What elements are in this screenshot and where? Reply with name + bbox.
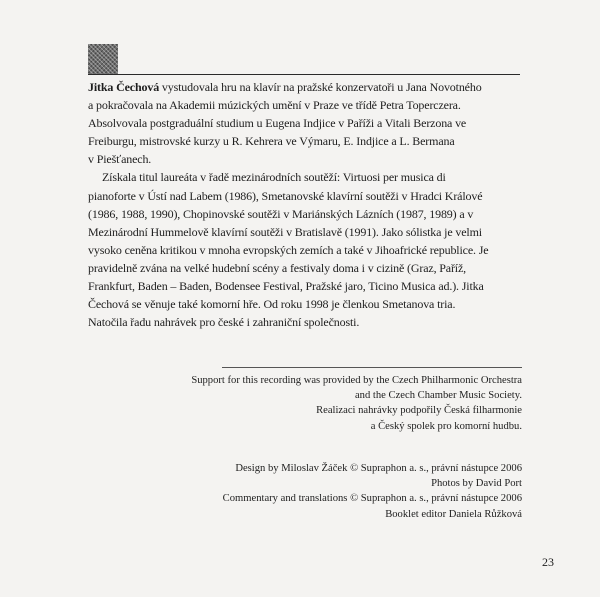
credit-line: Commentary and translations © Supraphon a. s., právní nástupce 2006 xyxy=(222,493,522,505)
biography-line: Frankfurt, Baden – Baden, Bodensee Festival, Pražské jaro, Ticino Musica ad.). Jitka xyxy=(88,279,484,294)
biography-line: Čechová se věnuje také komorní hře. Od roku 1998 je členkou Smetanova tria. xyxy=(88,297,456,312)
support-line: a Český spolek pro komorní hudbu. xyxy=(370,420,522,432)
biography-line: Mezinárodní Hummelově klavírní soutěži v Bratislavě (1991). Jako sólistka je velmi xyxy=(88,224,482,239)
biography-line: a pokračovala na Akademii múzických umění v Praze ve třídě Petra Toperczera. xyxy=(88,98,461,113)
biography-line: (1986, 1988, 1990), Chopinovské soutěži v Mariánských Lázních (1987, 1989) a v xyxy=(88,206,474,221)
credit-line: Booklet editor Daniela Růžková xyxy=(385,508,522,520)
biography-line: pravidelně zvána na velké hudební scény a festivaly doma i v cizině (Graz, Paříž, xyxy=(88,260,467,275)
biography-line: Získala titul laureáta v řadě mezinárodních soutěží: Virtuosi per musica di xyxy=(102,170,446,185)
biography-line: pianoforte v Ústí nad Labem (1986), Smetanovské klavírní soutěži v Hradci Králové xyxy=(88,188,483,203)
decorative-square-ornament xyxy=(88,44,118,74)
biography-line: Jitka Čechová vystudovala hru na klavír na pražské konzervatoři u Jana Novotného xyxy=(88,80,482,94)
credit-line: Photos by David Port xyxy=(431,478,522,490)
biography-line: vysoko ceněna kritikou v mnoha evropských zemích a také v Jihoafrické republice. Je xyxy=(88,242,489,257)
biography-paragraph-2 xyxy=(88,168,528,331)
support-line: Support for this recording was provided by the Czech Philharmonic Orchestra xyxy=(191,375,522,386)
biography-paragraph-1 xyxy=(88,78,528,168)
production-credits xyxy=(102,461,522,522)
biography-line: Absolvovala postgraduální studium u Eugena Indjice v Paříži a Vitali Berzona ve xyxy=(88,116,467,131)
biography-line: v Piešťanech. xyxy=(88,152,152,167)
support-statement xyxy=(102,373,522,434)
page-number: 23 xyxy=(542,555,554,569)
biography-text xyxy=(88,78,528,331)
top-divider xyxy=(88,74,520,75)
support-line: Realizaci nahrávky podpořily Česká filharmonie xyxy=(316,405,522,417)
biography-line: Freiburgu, mistrovské kurzy u R. Kehrera ve Výmaru, E. Indjice a L. Bermana xyxy=(88,134,455,149)
credits-divider xyxy=(222,367,522,368)
support-line: and the Czech Chamber Music Society. xyxy=(354,390,522,402)
credit-line: Design by Miloslav Žáček © Supraphon a. s., právní nástupce 2006 xyxy=(235,463,522,474)
artist-name: Jitka Čechová xyxy=(88,80,160,94)
biography-line: Natočila řadu nahrávek pro české i zahraniční společnosti. xyxy=(88,315,360,330)
